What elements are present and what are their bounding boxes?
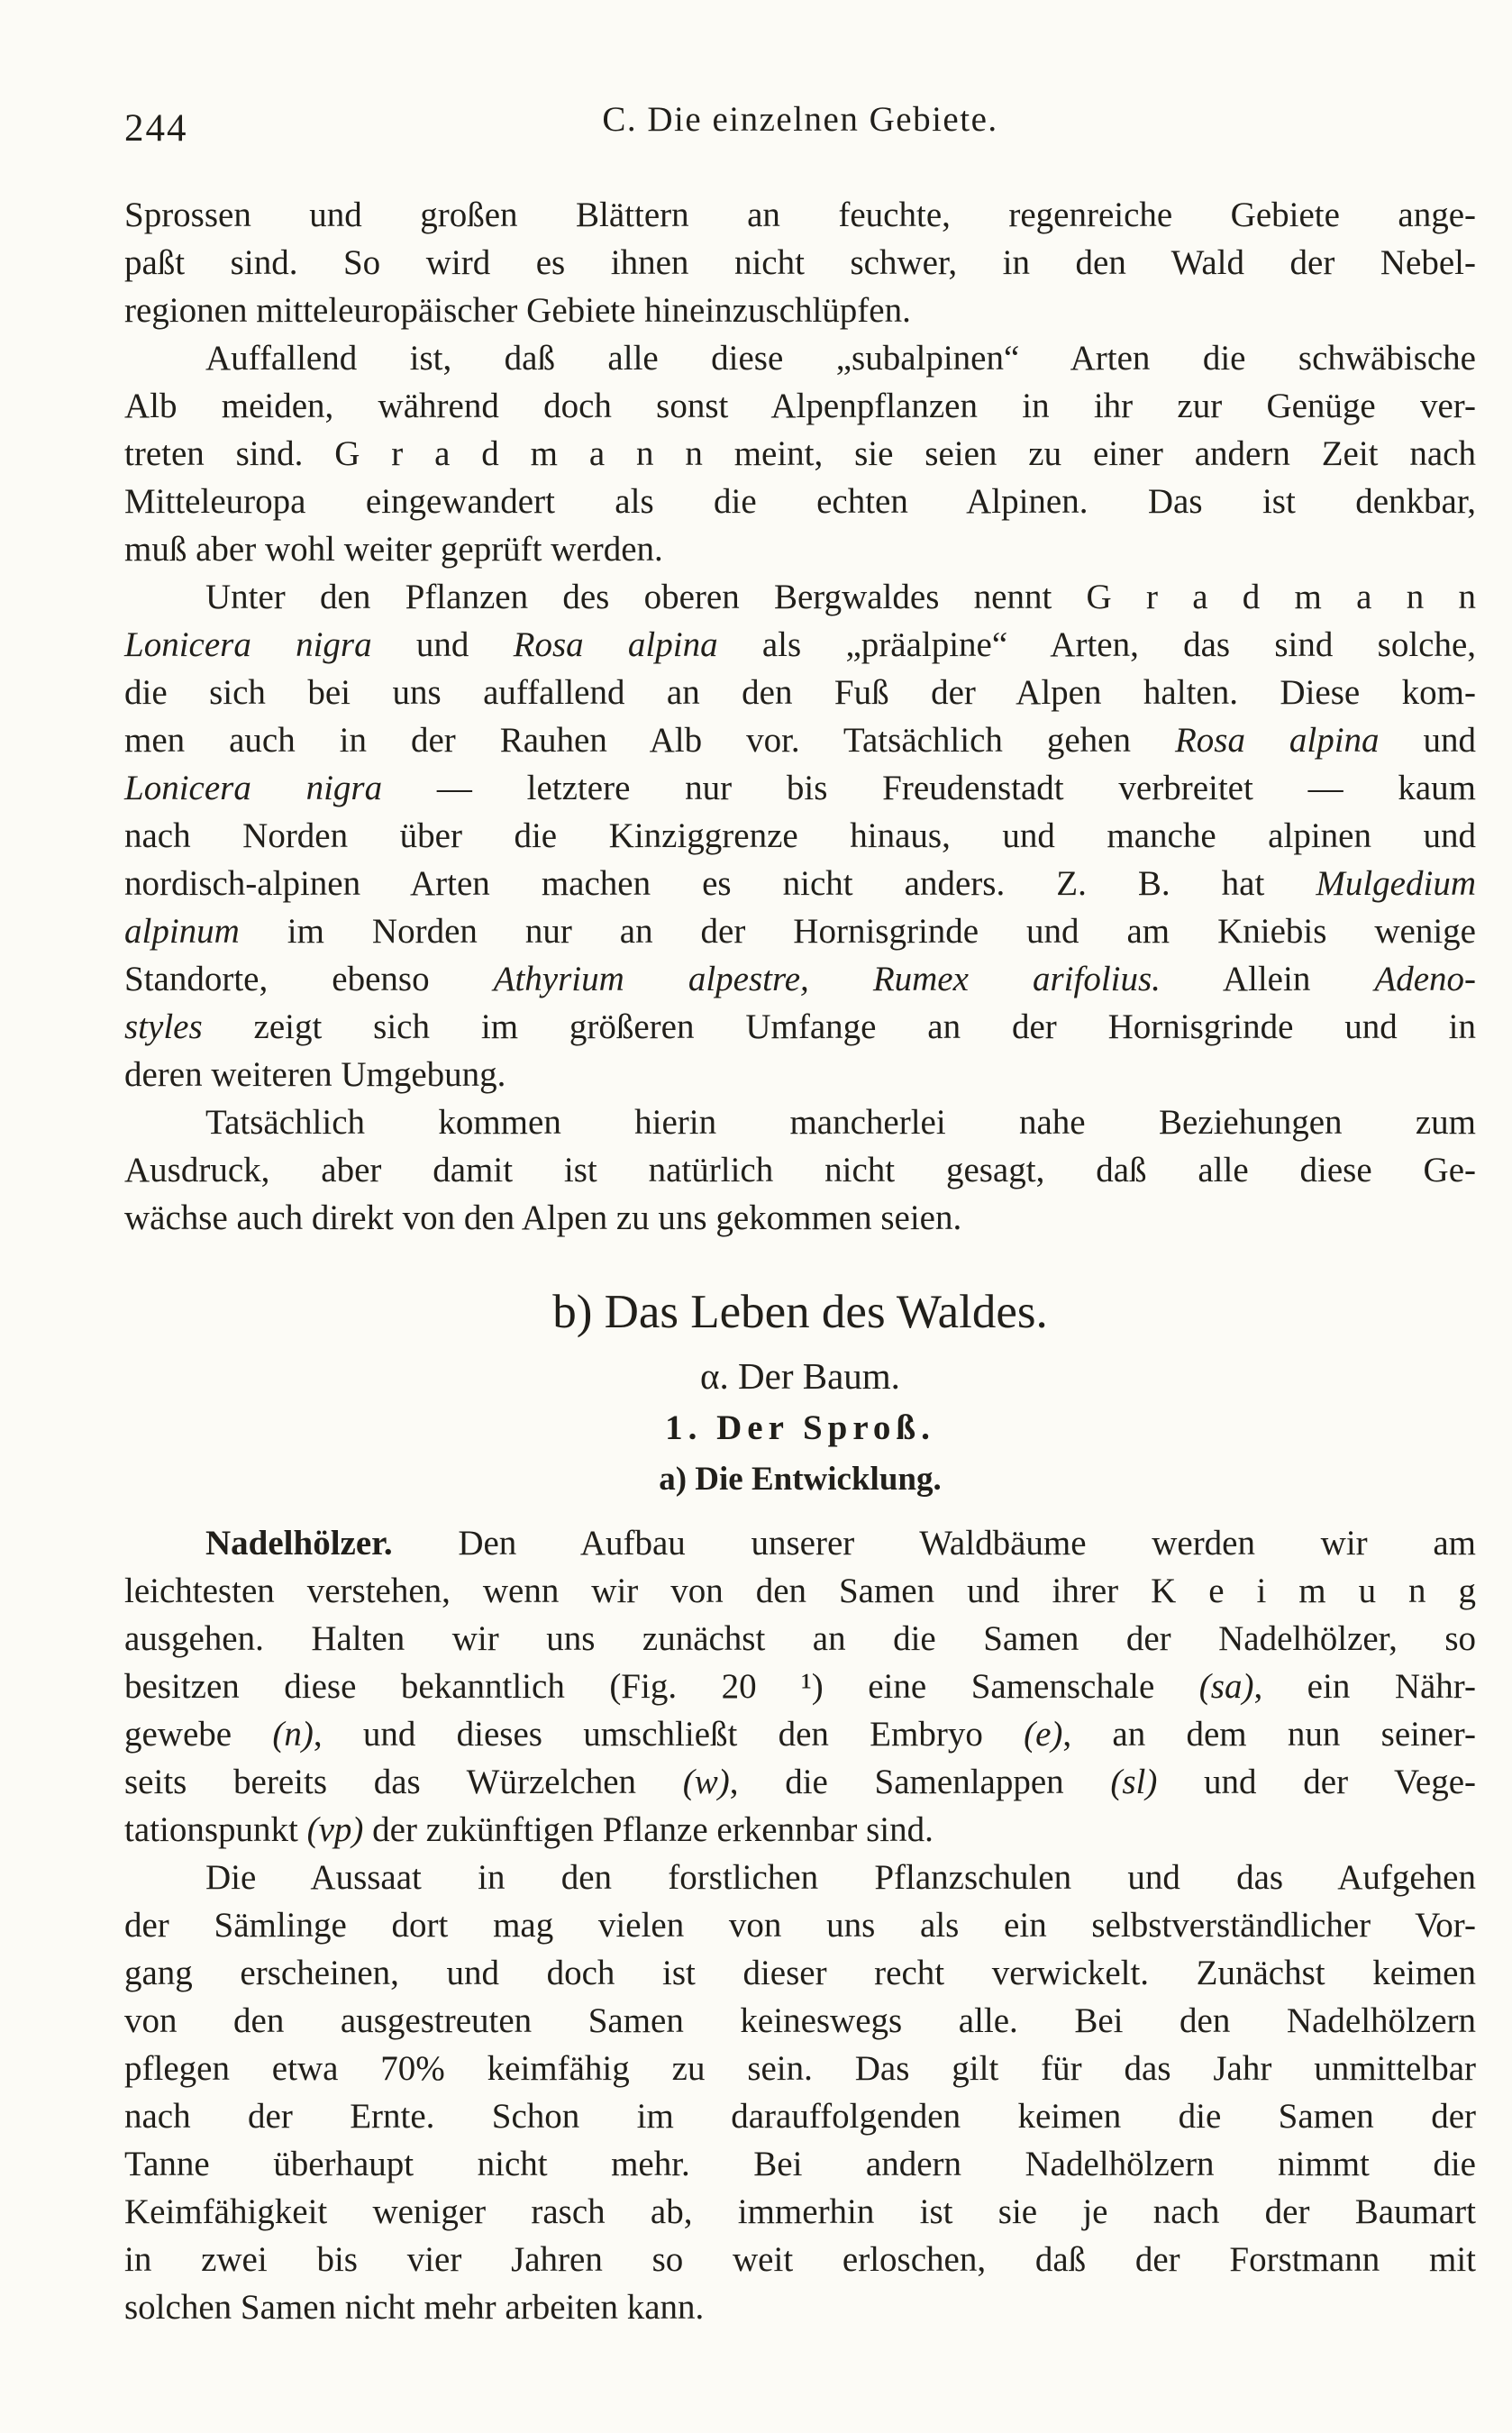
text-segment: paßt sind. So wird es ihnen nicht schwer, in den Wald der Nebel- — [124, 243, 1476, 282]
text-line — [124, 955, 1476, 1003]
italic-text: Athyrium alpestre, Rumex arifolius. — [493, 960, 1161, 998]
page-body — [124, 191, 1476, 2331]
text-line — [124, 2092, 1476, 2140]
text-segment: als „präalpine“ Arten, das sind solche, — [717, 625, 1477, 664]
page-content — [124, 99, 1476, 2331]
text-segment: Tatsächlich kommen hierin mancherlei nahe Beziehungen zum — [205, 1103, 1476, 1142]
text-segment: , an dem nun seiner- — [1062, 1715, 1476, 1754]
text-segment: nordisch-alpinen Arten machen es nicht anders. Z. B. hat — [124, 864, 1316, 903]
text-segment: Die Aussaat in den forstlichen Pflanzschulen und das Aufgehen — [205, 1858, 1476, 1897]
text-segment: leichtesten verstehen, wenn wir von den Samen und ihrer K e i m u n g — [124, 1572, 1476, 1610]
text-segment: nach Norden über die Kinziggrenze hinaus, und manche alpinen und — [124, 816, 1476, 855]
section-heading-h1: b) Das Leben des Waldes. — [552, 1286, 1048, 1338]
text-line — [124, 2045, 1476, 2092]
text-line — [124, 1854, 1476, 1901]
text-segment: ausgehen. Halten wir uns zunächst an die Samen der Nadelhölzer, so — [124, 1619, 1476, 1658]
paragraph — [124, 1854, 1476, 2331]
text-line — [124, 860, 1476, 907]
text-segment: men auch in der Rauhen Alb vor. Tatsächlich gehen — [124, 721, 1175, 760]
text-segment: zeigt sich im größeren Umfange an der Hornisgrinde und in — [202, 1007, 1476, 1046]
italic-text: (e) — [1024, 1715, 1063, 1754]
text-line — [124, 1997, 1476, 2045]
paragraph — [124, 573, 1476, 1098]
text-segment: und — [371, 625, 514, 664]
text-line — [124, 2140, 1476, 2188]
text-line — [124, 1663, 1476, 1710]
paragraph — [124, 334, 1476, 573]
paragraph — [124, 191, 1476, 334]
text-line — [124, 621, 1476, 669]
text-line — [124, 2236, 1476, 2283]
text-segment: wächse auch direkt von den Alpen zu uns gekommen seien. — [124, 1198, 962, 1237]
text-segment: tationspunkt — [124, 1810, 307, 1849]
text-segment: der zukünftigen Pflanze erkennbar sind. — [363, 1810, 934, 1849]
text-segment: die sich bei uns auffallend an den Fuß der Alpen halten. Diese kom- — [124, 673, 1476, 712]
text-line — [124, 1567, 1476, 1615]
text-line — [124, 1710, 1476, 1758]
text-segment: und — [1379, 721, 1477, 760]
text-segment: nach der Ernte. Schon im darauffolgenden keimen die Samen der — [124, 2097, 1476, 2136]
text-segment: — letztere nur bis Freudenstadt verbreitet — kaum — [382, 769, 1476, 807]
section-heading-h4: a) Die Entwicklung. — [659, 1461, 942, 1498]
text-segment: der Sämlinge dort mag vielen von uns als ein selbstverständlicher Vor- — [124, 1906, 1476, 1945]
italic-text: Lonicera nigra — [124, 769, 383, 807]
text-line — [124, 334, 1476, 382]
text-segment: Unter den Pflanzen des oberen Bergwaldes nennt G r a d m a n n — [205, 578, 1476, 616]
text-line — [124, 382, 1476, 430]
italic-text: (w) — [682, 1763, 730, 1801]
paragraph — [124, 1098, 1476, 1242]
italic-text: alpinum — [124, 912, 240, 951]
italic-text: styles — [124, 1007, 203, 1046]
text-segment: im Norden nur an der Hornisgrinde und am Kniebis wenige — [239, 912, 1476, 951]
text-segment: gang erscheinen, und doch ist dieser recht verwickelt. Zunächst keimen — [124, 1954, 1476, 1992]
text-line — [124, 1901, 1476, 1949]
text-line — [124, 764, 1476, 812]
text-line — [124, 1949, 1476, 1997]
italic-text: (n) — [272, 1715, 314, 1754]
text-segment: deren weiteren Umgebung. — [124, 1055, 506, 1094]
text-line — [124, 1615, 1476, 1663]
italic-text: Adeno- — [1374, 960, 1476, 998]
text-line — [124, 1003, 1476, 1051]
text-line — [124, 2188, 1476, 2236]
text-segment: pflegen etwa 70% keimfähig zu sein. Das gilt für das Jahr unmittelbar — [124, 2049, 1476, 2088]
text-line — [124, 716, 1476, 764]
text-segment: von den ausgestreuten Samen keineswegs alle. Bei den Nadelhölzern — [124, 2001, 1476, 2040]
text-segment: , ein Nähr- — [1253, 1667, 1476, 1706]
text-line — [124, 1519, 1476, 1567]
text-line — [124, 191, 1476, 239]
italic-text: Rosa alpina — [513, 625, 718, 664]
text-segment: Sprossen und großen Blättern an feuchte, regenreiche Gebiete ange- — [124, 196, 1476, 234]
text-segment: treten sind. G r a d m a n n meint, sie seien zu einer andern Zeit nach — [124, 434, 1476, 473]
paragraph — [124, 1519, 1476, 1854]
text-line — [124, 812, 1476, 860]
text-line — [124, 1806, 1476, 1854]
text-segment: seits bereits das Würzelchen — [124, 1763, 683, 1801]
text-line — [124, 1146, 1476, 1194]
text-segment: Ausdruck, aber damit ist natürlich nicht gesagt, daß alle diese Ge- — [124, 1151, 1476, 1189]
italic-text: (sa) — [1198, 1667, 1254, 1706]
text-line — [124, 1051, 1476, 1098]
italic-text: (vp) — [306, 1810, 364, 1849]
text-segment: Alb meiden, während doch sonst Alpenpflanzen in ihr zur Genüge ver- — [124, 387, 1476, 425]
text-segment: gewebe — [124, 1715, 273, 1754]
text-segment: Standorte, ebenso — [124, 960, 494, 998]
text-segment: Keimfähigkeit weniger rasch ab, immerhin ist sie je nach der Baumart — [124, 2192, 1476, 2231]
text-segment: regionen mitteleuropäischer Gebiete hineinzuschlüpfen. — [124, 291, 911, 330]
text-segment: und der Vege- — [1157, 1763, 1477, 1801]
section-heading-h3: 1. Der Sproß. — [665, 1408, 935, 1447]
text-line — [124, 1758, 1476, 1806]
italic-text: Mulgedium — [1316, 864, 1476, 903]
text-segment: Mitteleuropa eingewandert als die echten Alpinen. Das ist denkbar, — [124, 482, 1476, 521]
text-segment: Den Aufbau unserer Waldbäume werden wir am — [392, 1524, 1476, 1563]
italic-text: Lonicera nigra — [124, 625, 372, 664]
page-number: 244 — [124, 107, 188, 150]
text-segment: besitzen diese bekanntlich (Fig. 20 ¹) eine Samenschale — [124, 1667, 1199, 1706]
running-title: C. Die einzelnen Gebiete. — [602, 100, 998, 139]
text-segment: , die Samenlappen — [729, 1763, 1111, 1801]
text-line — [124, 430, 1476, 478]
text-segment: Allein — [1160, 960, 1375, 998]
text-segment: in zwei bis vier Jahren so weit erloschen, daß der Forstmann mit — [124, 2240, 1476, 2279]
text-line — [124, 669, 1476, 716]
text-segment: Auffallend ist, daß alle diese „subalpinen“ Arten die schwäbische — [205, 339, 1476, 378]
bold-text: Nadelhölzer. — [205, 1524, 393, 1563]
text-line — [124, 907, 1476, 955]
text-line — [124, 525, 1476, 573]
italic-text: (sl) — [1110, 1763, 1158, 1801]
text-line — [124, 239, 1476, 287]
text-segment: muß aber wohl weiter geprüft werden. — [124, 530, 663, 569]
text-line — [124, 478, 1476, 525]
section-heading-h2: α. Der Baum. — [700, 1355, 900, 1397]
italic-text: Rosa alpina — [1174, 721, 1380, 760]
page-header — [124, 99, 1476, 150]
text-line — [124, 287, 1476, 334]
text-line — [124, 1098, 1476, 1146]
text-segment: Tanne überhaupt nicht mehr. Bei andern Nadelhölzern nimmt die — [124, 2145, 1476, 2183]
text-segment: , und dieses umschließt den Embryo — [313, 1715, 1025, 1754]
text-line — [124, 2283, 1476, 2331]
text-line — [124, 573, 1476, 621]
text-line — [124, 1194, 1476, 1242]
text-segment: solchen Samen nicht mehr arbeiten kann. — [124, 2288, 705, 2327]
